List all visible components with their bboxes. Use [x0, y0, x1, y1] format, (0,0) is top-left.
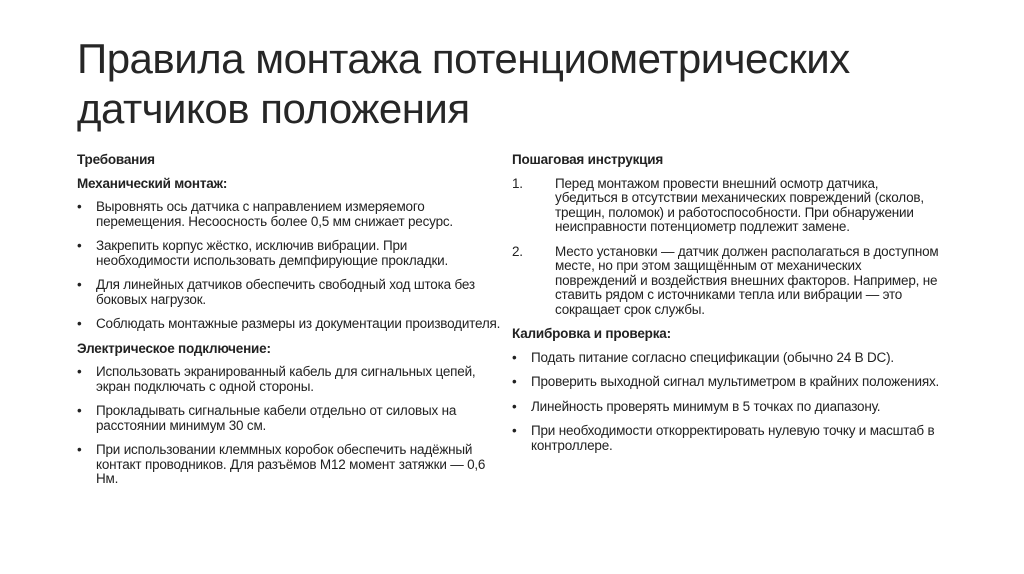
bullet-icon: • [512, 423, 517, 438]
calibration-list [512, 351, 942, 454]
mechanical-heading: Механический монтаж: [77, 175, 228, 191]
bullet-icon: • [77, 238, 82, 253]
step-number: 1. [512, 175, 523, 191]
slide-title: Правила монтажа потенциометрических датчиков положения [77, 35, 850, 132]
bullet-icon: • [77, 277, 82, 292]
requirements-heading: Требования [77, 152, 155, 167]
bullet-icon: • [77, 364, 82, 379]
steps-list [512, 177, 942, 318]
bullet-icon: • [77, 199, 82, 214]
electrical-heading: Электрическое подключение: [77, 340, 271, 356]
bullet-icon: • [77, 316, 82, 331]
list-item: • Для линейных датчиков обеспечить свободный ход штока без боковых нагрузок. [77, 277, 475, 307]
calibration-heading: Калибровка и проверка: [512, 326, 671, 341]
list-item: • Подать питание согласно спецификации (обычно 24 В DC). [512, 349, 894, 365]
list-item: • Проверить выходной сигнал мультиметром в крайних положениях. [512, 374, 940, 389]
step-item: 1. Перед монтажом провести внешний осмотр датчика, убедиться в отсутствии механических повреждений (сколов, трещин, поломок) и работоспособности. При обнаружении неисправности потенциометр подлежит замене. [512, 175, 924, 234]
list-item: • Соблюдать монтажные размеры из документации производителя. [77, 316, 501, 331]
instructions-column [512, 153, 942, 463]
list-item: • Использовать экранированный кабель для сигнальных цепей, экран подключать с одной стороны. [77, 364, 476, 394]
bullet-icon: • [77, 442, 82, 457]
list-item: • При использовании клеммных коробок обеспечить надёжный контакт проводников. Для разъёмов M12 момент затяжки — 0,6 Нм. [77, 442, 486, 486]
bullet-icon: • [512, 398, 517, 414]
requirements-column [77, 153, 502, 497]
step-number: 2. [512, 243, 523, 259]
list-item: • Линейность проверять минимум в 5 точках по диапазону. [512, 398, 881, 414]
list-item: • Прокладывать сигнальные кабели отдельно от силовых на расстоянии минимум 30 см. [77, 403, 457, 433]
bullet-icon: • [512, 374, 517, 389]
bullet-icon: • [512, 349, 517, 365]
mechanical-list [77, 200, 502, 332]
list-item: • Закрепить корпус жёстко, исключив вибрации. При необходимости использовать демпфирующие прокладки. [77, 238, 449, 268]
list-item: • При необходимости откорректировать нулевую точку и масштаб в контроллере. [512, 423, 935, 453]
bullet-icon: • [77, 403, 82, 418]
list-item: • Выровнять ось датчика с направлением измеряемого перемещения. Несоосность более 0,5 мм снижает ресурс. [77, 199, 453, 229]
step-item: 2. Место установки — датчик должен располагаться в доступном месте, но при этом защищённым от механических повреждений и воздействия внешних факторов. Например, не ставить рядом с источниками тепла или вибрации — это сокращает срок службы. [512, 243, 939, 317]
instructions-heading: Пошаговая инструкция [512, 152, 664, 167]
electrical-list [77, 365, 502, 487]
